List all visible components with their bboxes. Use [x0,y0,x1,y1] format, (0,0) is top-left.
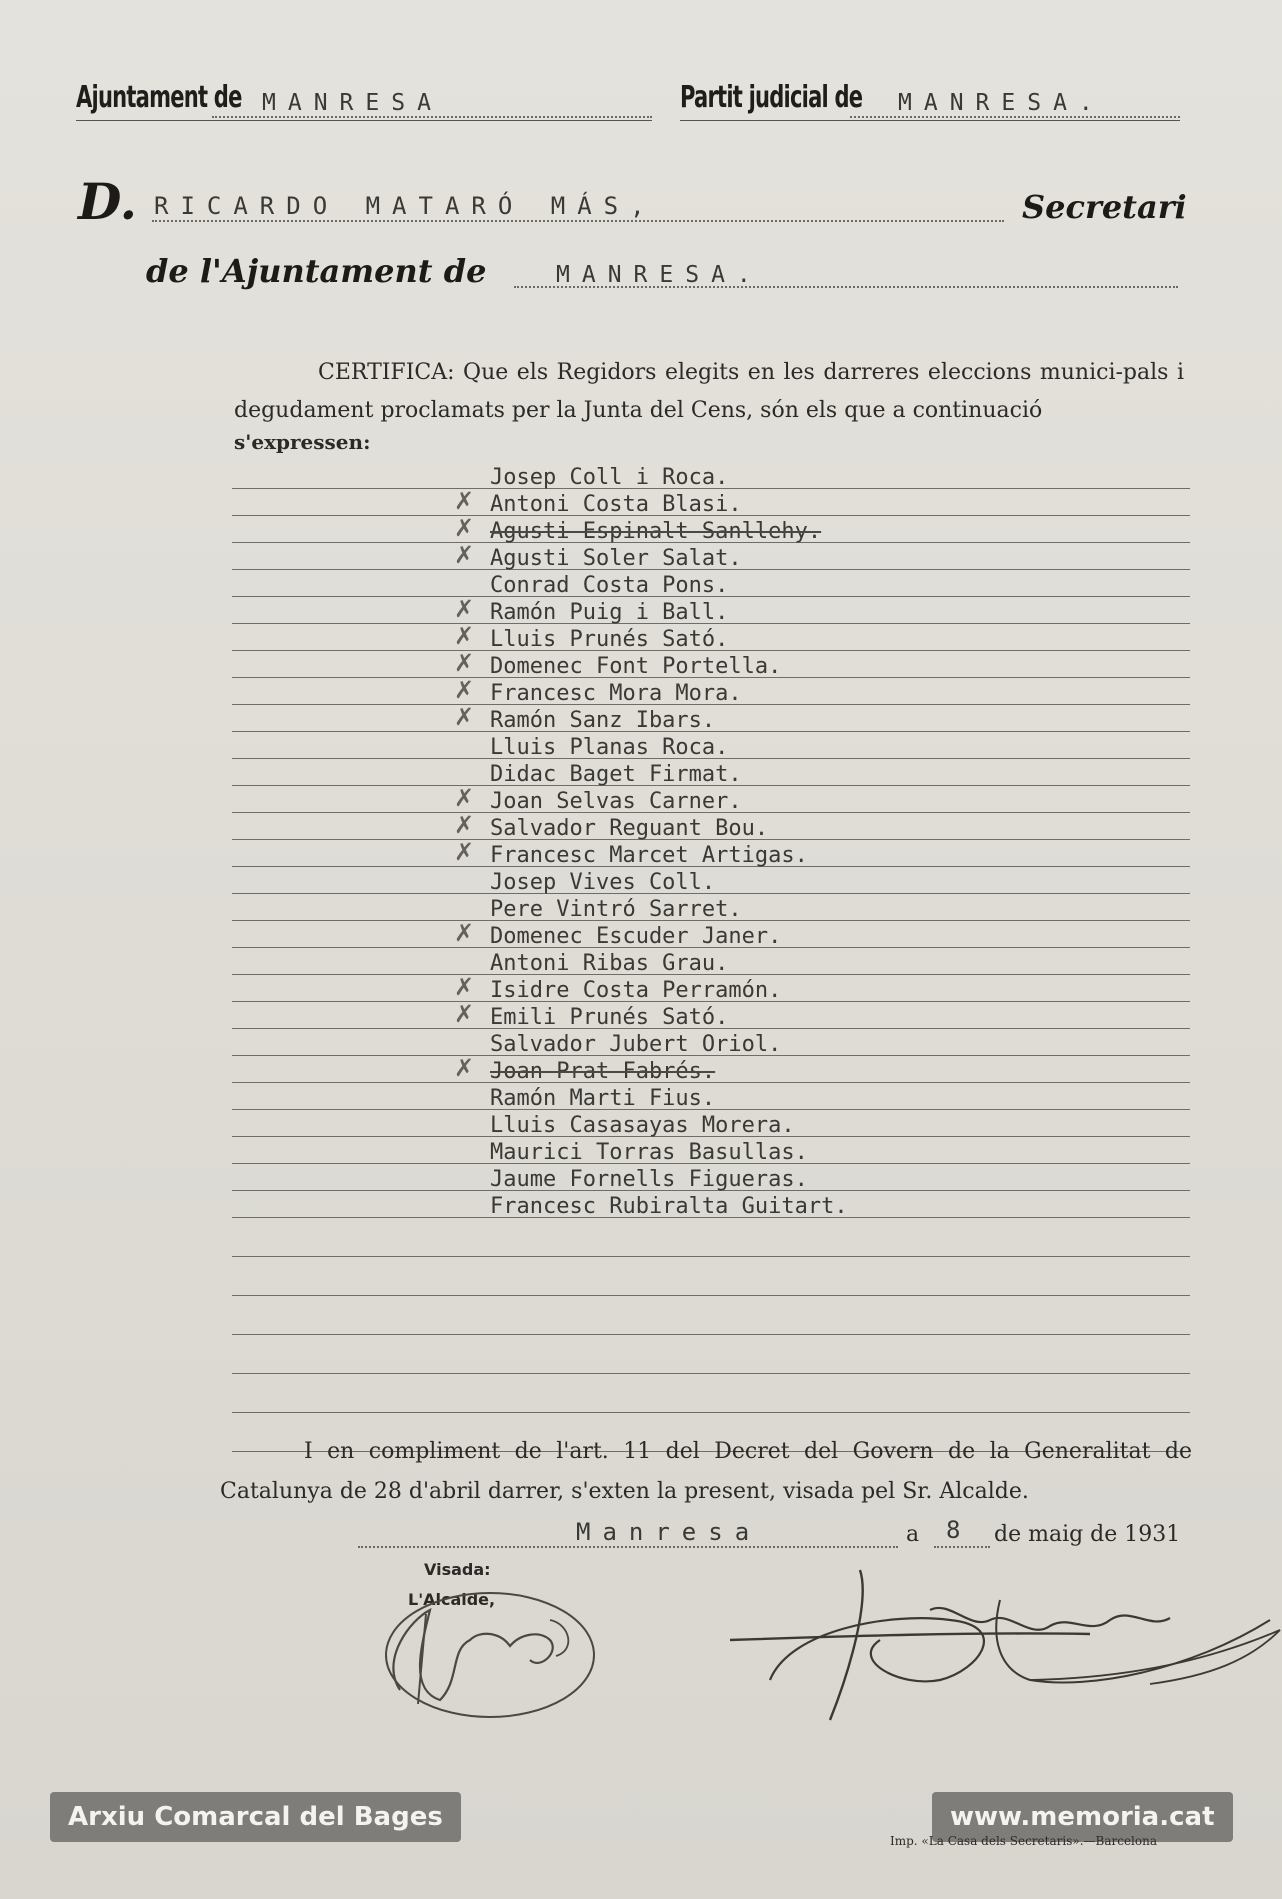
regidor-row [232,867,1190,894]
regidor-name: Josep Vives Coll. [490,870,716,895]
blank-line [232,1218,1190,1257]
certifica-last: s'expressen: [234,430,371,454]
secretary-name: RICARDO MATARÓ MÁS, [154,192,657,220]
blank-line [232,1257,1190,1296]
regidor-name: Salvador Reguant Bou. [490,816,769,841]
certifica-text: Que els Regidors elegits en les darreres eleccions munici-pals i degudament proclamats per la Junta del Cens, són els que a continuació [234,360,1184,423]
check-mark-icon: ✗ [454,487,475,515]
regidor-name: Francesc Marcet Artigas. [490,843,808,868]
check-mark-icon: ✗ [454,919,475,947]
regidor-row [232,1191,1190,1218]
regidor-row [232,1002,1190,1029]
regidor-name: Lluis Prunés Sató. [490,627,729,652]
closing-a: a [906,1522,920,1547]
secretary-ajuntament-dotline [514,286,1178,288]
closing-day: 8 [946,1516,962,1544]
regidors-list [232,462,1190,1452]
regidor-name: Lluis Casasayas Morera. [490,1113,795,1138]
regidor-row [232,894,1190,921]
regidor-name: Didac Baget Firmat. [490,762,742,787]
regidor-name: Joan Selvas Carner. [490,789,742,814]
regidor-name: Francesc Rubiralta Guitart. [490,1194,848,1219]
regidor-name: Ramón Marti Fius. [490,1086,716,1111]
blank-line [232,1296,1190,1335]
imprint-text: Imp. «La Casa dels Secretaris».—Barcelona [890,1834,1157,1848]
regidor-row [232,786,1190,813]
regidor-row [232,1029,1190,1056]
regidor-name: Domenec Font Portella. [490,654,782,679]
archive-badge: Arxiu Comarcal del Bages [50,1792,461,1842]
regidor-row [232,597,1190,624]
regidor-row [232,651,1190,678]
partit-dotline [850,116,1180,118]
partit-value: MANRESA. [898,90,1105,116]
regidor-name: Maurici Torras Basullas. [490,1140,808,1165]
secretary-signature [730,1560,1282,1730]
regidor-name: Joan Prat Fabrés. [490,1059,716,1084]
partit-underline [680,120,1180,121]
check-mark-icon: ✗ [454,784,475,812]
regidor-row [232,759,1190,786]
don-prefix: D. [78,172,137,231]
check-mark-icon: ✗ [454,811,475,839]
regidor-name: Pere Vintró Sarret. [490,897,742,922]
regidor-row [232,1137,1190,1164]
regidor-name: Antoni Ribas Grau. [490,951,729,976]
regidor-name: Agusti Soler Salat. [490,546,742,571]
regidor-row [232,543,1190,570]
regidor-row [232,921,1190,948]
check-mark-icon: ✗ [454,676,475,704]
regidor-row [232,1164,1190,1191]
regidor-name: Emili Prunés Sató. [490,1005,729,1030]
regidor-row [232,705,1190,732]
ajuntament-value: MANRESA [262,90,443,116]
ajuntament-dotline [212,116,652,118]
secretary-dotline [152,220,1004,222]
regidor-name: Francesc Mora Mora. [490,681,742,706]
regidor-row [232,975,1190,1002]
regidor-row [232,462,1190,489]
regidor-name: Ramón Sanz Ibars. [490,708,716,733]
regidor-name: Antoni Costa Blasi. [490,492,742,517]
alcalde-signature [370,1580,610,1730]
check-mark-icon: ✗ [454,622,475,650]
check-mark-icon: ✗ [454,1000,475,1028]
regidor-name: Lluis Planas Roca. [490,735,729,760]
check-mark-icon: ✗ [454,541,475,569]
regidor-row [232,840,1190,867]
website-badge: www.memoria.cat [932,1792,1233,1842]
regidor-row [232,678,1190,705]
regidor-name: Josep Coll i Roca. [490,465,729,490]
partit-label: Partit judicial de [680,80,863,115]
check-mark-icon: ✗ [454,1054,475,1082]
certifica-lead: CERTIFICA: [318,360,455,385]
regidor-name: Agusti Espinalt Sanllehy. [490,519,822,544]
regidor-row [232,1056,1190,1083]
regidor-row [232,624,1190,651]
regidor-row [232,948,1190,975]
regidor-row [232,1110,1190,1137]
regidor-row [232,813,1190,840]
check-mark-icon: ✗ [454,703,475,731]
secretari-title: Secretari [1022,188,1187,226]
ajuntament-phrase: de l'Ajuntament de [146,252,487,290]
regidor-name: Conrad Costa Pons. [490,573,729,598]
regidor-name: Jaume Fornells Figueras. [490,1167,808,1192]
closing-paragraph: I en compliment de l'art. 11 del Decret del Govern de la Generalitat de Catalunya de 28 d'abril darrer, s'exten la present, visada pel Sr. Alcalde. [220,1439,1192,1504]
closing-place: Manresa [576,1518,762,1546]
check-mark-icon: ✗ [454,514,475,542]
secretary-ajuntament-value: MANRESA. [556,262,763,288]
place-dotline [358,1546,898,1548]
check-mark-icon: ✗ [454,595,475,623]
check-mark-icon: ✗ [454,838,475,866]
ajuntament-label: Ajuntament de [76,80,242,115]
check-mark-icon: ✗ [454,973,475,1001]
ajuntament-underline [76,120,652,121]
regidor-name: Domenec Escuder Janer. [490,924,782,949]
certifica-paragraph [234,354,1184,430]
regidor-name: Ramón Puig i Ball. [490,600,729,625]
blank-line [232,1335,1190,1374]
blank-line [232,1374,1190,1413]
regidor-row [232,516,1190,543]
regidor-name: Isidre Costa Perramón. [490,978,782,1003]
alcalde-label: L'Alcalde, [408,1590,496,1609]
day-dotline [934,1546,990,1548]
regidor-row [232,570,1190,597]
regidor-name: Salvador Jubert Oriol. [490,1032,782,1057]
visada-label: Visada: [424,1560,491,1579]
regidor-row [232,489,1190,516]
regidor-row [232,732,1190,759]
regidor-row [232,1083,1190,1110]
check-mark-icon: ✗ [454,649,475,677]
closing-date-rest: de maig de 1931 [994,1522,1181,1547]
